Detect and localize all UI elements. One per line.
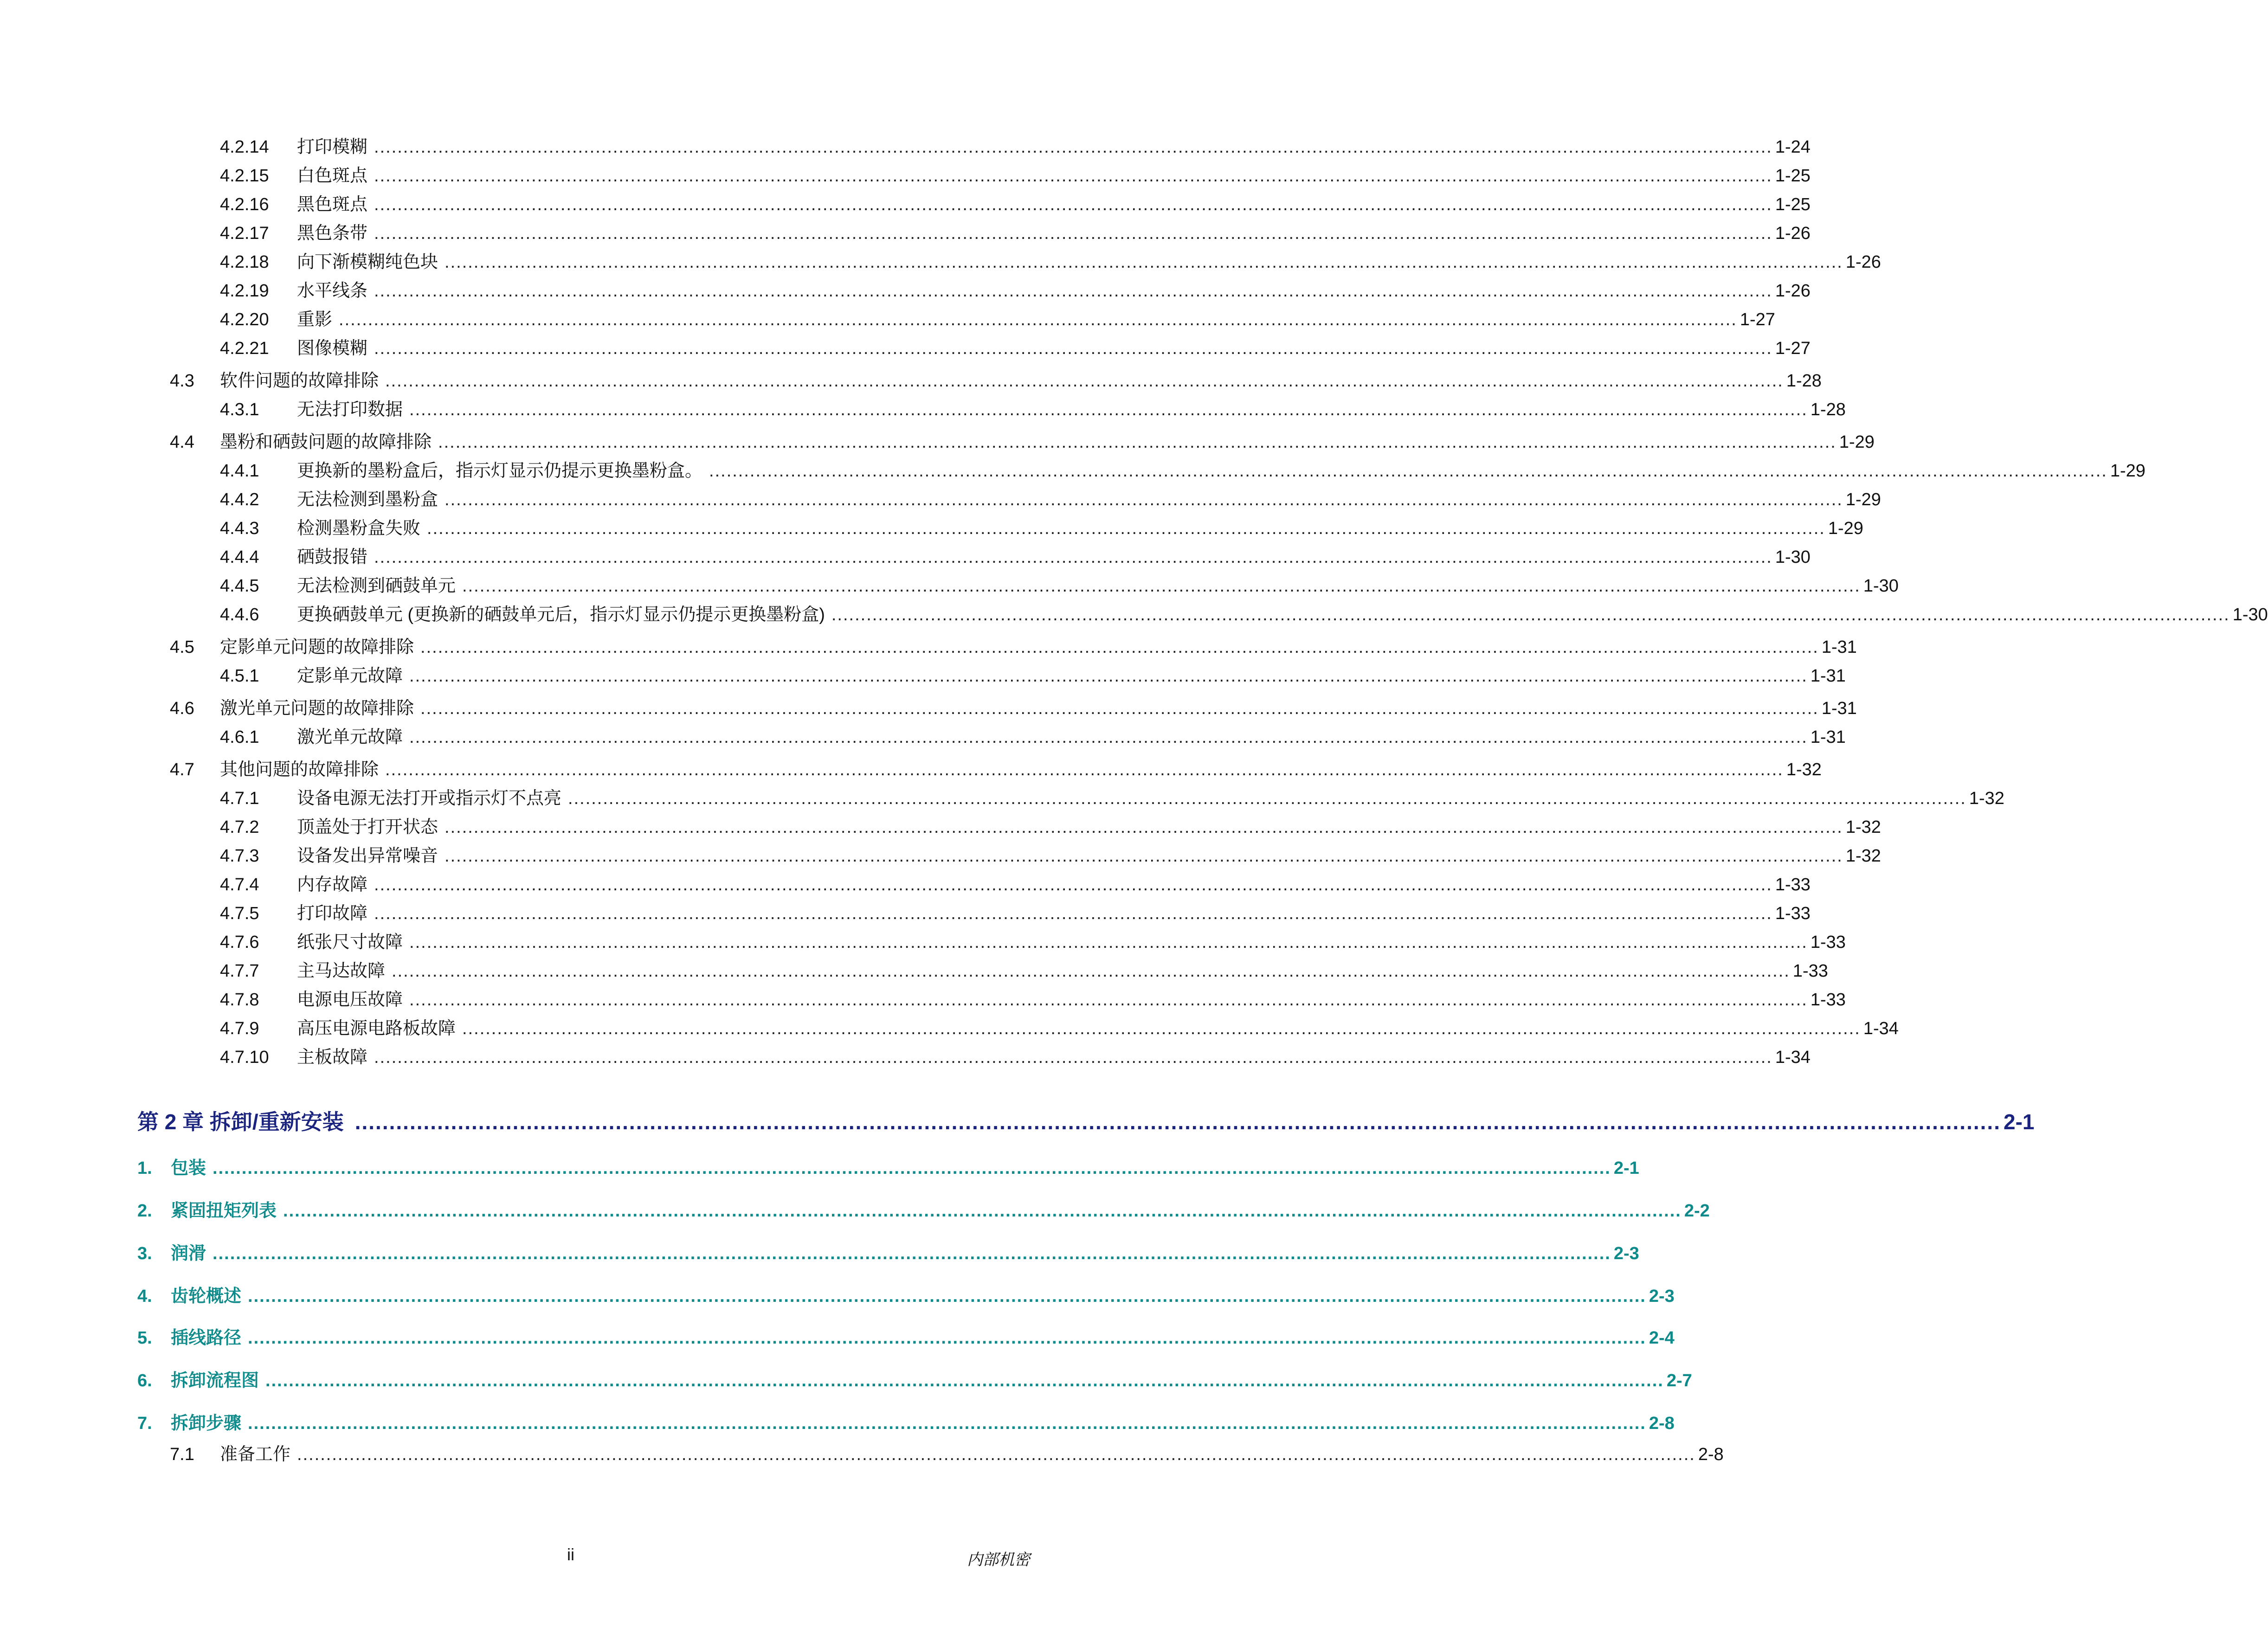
entry-title: 白色斑点 [297,166,368,186]
entry-page: 1-31 [1810,666,1846,686]
chapter-page: 2-1 [2003,1110,2035,1134]
dot-leader: ................................................................................................................................................................................................................................................ [831,605,2230,624]
entry-page: 1-26 [1775,224,1811,243]
section-page: 2-1 [1613,1158,1639,1178]
entry-number: 4.7.6 [220,933,259,952]
toc-entry[interactable] [220,928,1846,957]
entry-title: 其他问题的故障排除 [220,760,379,779]
entry-title: 检测墨粉盒失败 [297,519,421,538]
entry-page: 1-29 [2110,461,2146,481]
section-page: 2-3 [1649,1287,1675,1306]
entry-number: 4.2.21 [220,339,269,358]
entry-page: 1-29 [1839,432,1875,452]
entry-page: 1-34 [1775,1048,1811,1067]
entry-title: 定影单元问题的故障排除 [220,637,414,657]
dot-leader: ................................................................................................................................................................................................................................................ [374,339,1772,358]
entry-title: 设备电源无法打开或指示灯不点亮 [297,789,562,808]
toc-entry[interactable] [170,367,1822,395]
entry-page: 1-33 [1810,933,1846,952]
chapter-heading[interactable] [137,1102,2035,1141]
toc-entry[interactable] [220,1043,1811,1072]
entry-page: 1-30 [2232,605,2268,624]
entry-number: 4.2.18 [220,252,269,272]
entry-number: 4.7.4 [220,875,259,894]
dot-leader: ................................................................................................................................................................................................................................................ [409,990,1808,1010]
section-title: 紧固扭矩列表 [171,1201,277,1221]
toc-entry[interactable] [220,334,1811,363]
entry-title: 纸张尺寸故障 [297,933,403,952]
dot-leader: ................................................................................................................................................................................................................................................ [385,371,1784,391]
entry-number: 4.4 [170,432,194,452]
entry-page: 1-26 [1845,252,1881,272]
toc-entry[interactable] [220,485,1881,514]
entry-title: 图像模糊 [297,339,368,358]
section-number: 5. [137,1328,152,1348]
section-page: 2-8 [1649,1414,1675,1433]
dot-leader: ................................................................................................................................................................................................................................................ [339,310,1737,329]
toc-entry[interactable] [220,1014,1899,1043]
dot-leader: ................................................................................................................................................................................................................................................ [462,1019,1861,1038]
toc-entry[interactable] [220,457,2146,485]
entry-page: 1-31 [1821,699,1857,718]
entry-page: 1-28 [1810,400,1846,419]
dot-leader: ................................................................................................................................................................................................................................................ [374,904,1772,923]
toc-entry[interactable] [220,842,1881,870]
dot-leader: ................................................................................................................................................................................................................................................ [374,281,1772,301]
dot-leader: ................................................................................................................................................................................................................................................ [374,166,1772,186]
entry-page: 1-32 [1845,846,1881,866]
entry-title: 无法打印数据 [297,400,403,419]
entry-title: 打印故障 [297,904,368,923]
entry-page: 1-34 [1863,1019,1899,1038]
dot-leader: ................................................................................................................................................................................................................................................ [374,547,1772,567]
toc-entry[interactable] [220,248,1881,277]
toc-entry[interactable] [170,755,1822,784]
entry-page: 2-8 [1698,1445,1724,1464]
entry-page: 1-31 [1821,637,1857,657]
dot-leader: ................................................................................................................................................................................................................................................ [409,666,1808,686]
entry-title: 电源电压故障 [297,990,403,1010]
entry-number: 4.2.19 [220,281,269,301]
dot-leader: ................................................................................................................................................................................................................................................ [427,519,1825,538]
section-number: 1. [137,1158,152,1178]
section-page: 2-4 [1649,1328,1675,1348]
toc-entry[interactable] [220,870,1811,899]
entry-title: 顶盖处于打开状态 [297,817,438,837]
chapter-title: 第 2 章 拆卸/重新安装 [137,1110,344,1134]
dot-leader: ................................................................................................................................................................................................................................................ [568,789,1966,808]
toc-entry[interactable] [220,572,1899,600]
dot-leader: ................................................................................................................................................................................................................................................ [409,727,1808,747]
dot-leader: ................................................................................................................................................................................................................................................ [445,252,1843,272]
dot-leader: ................................................................................................................................................................................................................................................ [374,1048,1772,1067]
entry-page: 1-32 [1969,789,2004,808]
entry-number: 4.7.10 [220,1048,269,1067]
entry-page: 1-33 [1810,990,1846,1010]
entry-number: 4.4.3 [220,519,259,538]
entry-number: 4.6.1 [220,727,259,747]
toc-entry[interactable] [220,514,1863,543]
toc-entry[interactable] [220,219,1811,248]
entry-title: 软件问题的故障排除 [220,371,379,391]
dot-leader: ................................................................................................................................................................................................................................................ [354,1110,2001,1134]
entry-title: 高压电源电路板故障 [297,1019,456,1038]
section-number: 7. [137,1414,152,1433]
dot-leader: ................................................................................................................................................................................................................................................ [462,576,1861,596]
entry-number: 4.4.6 [220,605,259,624]
entry-title: 内存故障 [297,875,368,894]
entry-number: 4.4.4 [220,547,259,567]
entry-title: 黑色条带 [297,224,368,243]
entry-page: 1-26 [1775,281,1811,301]
section-page: 2-2 [1684,1201,1710,1221]
dot-leader: ................................................................................................................................................................................................................................................ [374,195,1772,214]
section-entry[interactable] [137,1153,1639,1183]
dot-leader: ................................................................................................................................................................................................................................................ [385,760,1784,779]
dot-leader: ................................................................................................................................................................................................................................................ [248,1414,1646,1433]
dot-leader: ................................................................................................................................................................................................................................................ [213,1244,1611,1263]
toc-entry[interactable] [220,813,1881,842]
toc-entry[interactable] [220,543,1811,572]
entry-title: 黑色斑点 [297,195,368,214]
entry-number: 4.4.5 [220,576,259,596]
toc-entry[interactable] [220,133,1811,161]
entry-page: 1-25 [1775,195,1811,214]
entry-title: 定影单元故障 [297,666,403,686]
dot-leader: ................................................................................................................................................................................................................................................ [297,1445,1695,1464]
section-number: 4. [137,1287,152,1306]
section-number: 3. [137,1244,152,1263]
toc-entry[interactable] [220,957,1828,985]
entry-title: 准备工作 [220,1445,291,1464]
page-number: ii [567,1545,574,1564]
toc-entry[interactable] [220,395,1846,424]
entry-page: 1-33 [1792,961,1828,981]
section-number: 2. [137,1201,152,1221]
toc-entry[interactable] [220,161,1811,190]
dot-leader: ................................................................................................................................................................................................................................................ [374,224,1772,243]
entry-page: 1-32 [1845,817,1881,837]
toc-entry[interactable] [220,899,1811,928]
entry-page: 1-28 [1786,371,1822,391]
section-title: 齿轮概述 [171,1287,242,1306]
toc-entry[interactable] [220,190,1811,219]
entry-number: 4.2.17 [220,224,269,243]
entry-page: 1-25 [1775,166,1811,186]
section-page: 2-7 [1666,1371,1692,1390]
entry-number: 4.7.2 [220,817,259,837]
section-title: 拆卸流程图 [171,1371,259,1390]
entry-title: 设备发出异常噪音 [297,846,438,866]
entry-number: 4.3 [170,371,194,391]
dot-leader: ................................................................................................................................................................................................................................................ [409,933,1808,952]
dot-leader: ................................................................................................................................................................................................................................................ [374,137,1772,157]
entry-number: 4.5.1 [220,666,259,686]
entry-title: 打印模糊 [297,137,368,157]
toc-entry[interactable] [220,784,2004,813]
entry-title: 更换硒鼓单元 (更换新的硒鼓单元后，指示灯显示仍提示更换墨粉盒) [297,605,825,624]
entry-number: 4.6 [170,699,194,718]
entry-title: 主板故障 [297,1048,368,1067]
section-title: 润滑 [171,1244,206,1263]
section-page: 2-3 [1613,1244,1639,1263]
section-title: 包装 [171,1158,206,1178]
entry-number: 4.2.15 [220,166,269,186]
entry-number: 4.2.16 [220,195,269,214]
entry-title: 向下渐模糊纯色块 [297,252,438,272]
entry-title: 更换新的墨粉盒后，指示灯显示仍提示更换墨粉盒。 [297,461,703,481]
dot-leader: ................................................................................................................................................................................................................................................ [265,1371,1664,1390]
section-entry[interactable] [137,1239,1639,1268]
entry-number: 4.2.20 [220,310,269,329]
entry-page: 1-27 [1775,339,1811,358]
entry-page: 1-33 [1775,904,1811,923]
section-entry[interactable] [137,1196,1710,1226]
dot-leader: ................................................................................................................................................................................................................................................ [445,817,1843,837]
entry-page: 1-27 [1740,310,1775,329]
dot-leader: ................................................................................................................................................................................................................................................ [445,846,1843,866]
entry-number: 4.7.9 [220,1019,259,1038]
toc-entry[interactable] [170,633,1857,662]
toc-entry[interactable] [170,694,1857,723]
entry-title: 激光单元问题的故障排除 [220,699,414,718]
dot-leader: ................................................................................................................................................................................................................................................ [409,400,1808,419]
entry-title: 硒鼓报错 [297,547,368,567]
entry-title: 重影 [297,310,333,329]
toc-entry[interactable] [220,662,1846,690]
toc-entry[interactable] [220,723,1846,752]
entry-number: 4.7 [170,760,194,779]
toc-entry[interactable] [220,985,1846,1014]
entry-page: 1-32 [1786,760,1822,779]
entry-page: 1-31 [1810,727,1846,747]
entry-number: 4.7.8 [220,990,259,1010]
entry-number: 4.4.2 [220,490,259,509]
dot-leader: ................................................................................................................................................................................................................................................ [392,961,1790,981]
dot-leader: ................................................................................................................................................................................................................................................ [420,637,1819,657]
section-number: 6. [137,1371,152,1390]
toc-entry[interactable] [220,600,2268,629]
toc-entry[interactable] [170,1440,1724,1469]
entry-number: 4.2.14 [220,137,269,157]
entry-page: 1-33 [1775,875,1811,894]
entry-title: 主马达故障 [297,961,386,981]
entry-page: 1-24 [1775,137,1811,157]
entry-page: 1-29 [1845,490,1881,509]
entry-title: 无法检测到硒鼓单元 [297,576,456,596]
toc-entry[interactable] [220,305,1775,334]
entry-number: 4.7.7 [220,961,259,981]
dot-leader: ................................................................................................................................................................................................................................................ [213,1158,1611,1178]
entry-number: 7.1 [170,1445,194,1464]
section-entry[interactable] [137,1409,1675,1438]
entry-title: 墨粉和硒鼓问题的故障排除 [220,432,432,452]
entry-page: 1-30 [1775,547,1811,567]
dot-leader: ................................................................................................................................................................................................................................................ [445,490,1843,509]
entry-number: 4.4.1 [220,461,259,481]
entry-number: 4.7.1 [220,789,259,808]
dot-leader: ................................................................................................................................................................................................................................................ [374,875,1772,894]
section-title: 拆卸步骤 [171,1414,242,1433]
section-entry[interactable] [137,1366,1692,1396]
toc-entry[interactable] [220,277,1811,305]
toc-entry[interactable] [170,428,1875,457]
confidential-label: 内部机密 [967,1551,1030,1569]
entry-page: 1-30 [1863,576,1899,596]
entry-number: 4.7.3 [220,846,259,866]
dot-leader: ................................................................................................................................................................................................................................................ [709,461,2107,481]
dot-leader: ................................................................................................................................................................................................................................................ [283,1201,1682,1221]
dot-leader: ................................................................................................................................................................................................................................................ [248,1287,1646,1306]
entry-page: 1-29 [1828,519,1863,538]
entry-number: 4.5 [170,637,194,657]
section-entry[interactable] [137,1323,1675,1353]
entry-number: 4.3.1 [220,400,259,419]
dot-leader: ................................................................................................................................................................................................................................................ [248,1328,1646,1348]
dot-leader: ................................................................................................................................................................................................................................................ [438,432,1836,452]
section-entry[interactable] [137,1281,1675,1311]
entry-title: 激光单元故障 [297,727,403,747]
entry-title: 水平线条 [297,281,368,301]
section-title: 插线路径 [171,1328,242,1348]
entry-title: 无法检测到墨粉盒 [297,490,438,509]
entry-number: 4.7.5 [220,904,259,923]
dot-leader: ................................................................................................................................................................................................................................................ [420,699,1819,718]
